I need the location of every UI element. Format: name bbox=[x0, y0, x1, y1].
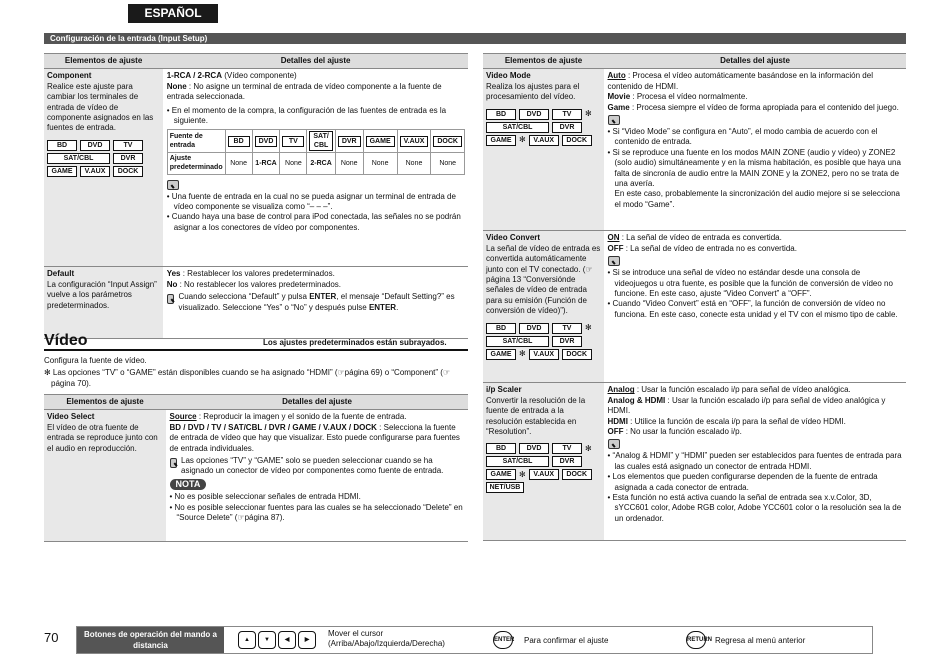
component-name: Component bbox=[47, 71, 92, 81]
nota-badge: NOTA bbox=[170, 479, 207, 491]
cursor-keys-icon: ▲ ▼ ◀ ▶ bbox=[238, 631, 316, 649]
footer-enter-text: Para confirmar el ajuste bbox=[524, 636, 609, 645]
component-default-table: Fuente de entrada BD DVD TV SAT/ CBL DVR GAME V.AUX DOCK Ajuste predeterminado None 1-RCA None 2-RCA None None None None bbox=[167, 129, 465, 174]
video-mode-desc: Realiza los ajustes para el procesamiento del vídeo. bbox=[486, 81, 580, 102]
page-number: 70 bbox=[44, 630, 59, 645]
note-pen-icon bbox=[167, 180, 179, 190]
enter-button-icon: ENTER bbox=[493, 631, 513, 649]
video-mode-buttons: BD DVD TV ✻ SAT/CBL DVR GAME ✻ V.AUX DOCK bbox=[486, 109, 601, 146]
ip-scaler-buttons: BD DVD TV ✻ SAT/CBL DVR GAME ✻ V.AUX DOCK NET/USB bbox=[486, 443, 601, 493]
footer-move-text: Mover el cursor (Arriba/Abajo/Izquierda/Derecha) bbox=[328, 629, 445, 649]
note-pen-icon bbox=[608, 256, 620, 266]
video-convert-name: Video Convert bbox=[486, 233, 541, 243]
video-mode-name: Video Mode bbox=[486, 71, 531, 81]
footer-remote-label: Botones de operación del mando a distancia bbox=[77, 627, 224, 653]
input-setup-table: Elementos de ajuste Detalles del ajuste Component Realice este ajuste para cambiar los terminales de entrada de vídeo de componente asignados en las fuentes de entrada. BD DVD TV SAT/CBL DVR GAME V.AUX DOCK 1-RCA / 2-RCA (Vídeo componente) None : No asigne un terminal de entrada de vídeo componente a la fuente de entrada seleccionada. • En el momento de la compra, la configuración de las fuentes de entrada es la siguiente. Fuente de entrada BD DVD TV SAT/ CBL DVR GAME V.AUX DOCK Ajuste predeterminado None 1-RCA None 2-RCA None None None None • Una fuente de entrada en la cual no se pueda asignar un terminal de entrada de vídeo componente se visualiza como “– – –”. • Cuando haya una base de control para iPod conectada, las señales no se podrán asignar a los conectores de vídeo por componentes. Default La configuración “Input Assign” vuelve a los parámetros predeterminados. Yes : Restablecer los valores predeterminados. No : No restablecer los valores predeterminados. Cuando selecciona “Default” y pulsa ENTER, el mensaje “Default Setting?” es visualizado. Seleccione “Yes” o “No” y después pulse ENTER. bbox=[44, 53, 468, 339]
video-heading: Vídeo bbox=[44, 332, 88, 349]
footer-return-text: Regresa al menú anterior bbox=[715, 636, 806, 645]
section-title-bar: Configuración de la entrada (Input Setup) bbox=[44, 33, 906, 44]
note-pen-icon bbox=[608, 115, 620, 125]
video-select-table: Elementos de ajuste Detalles del ajuste Video Select El vídeo de otra fuente de entrada se reproduce junto con el audio en reproducción. Source : Reproducir la imagen y el sonido de la fuente de entrada. BD / DVD / TV / SAT/CBL / DVR / GAME / V.AUX / DOCK : Selecciona la fuente de entrada de vídeo que hay que visualizar. Esto puede configurarse para fuentes de entrada individuales. Las opciones “TV” y “GAME” solo se pueden seleccionar cuando se ha asignado un conector de vídeo por componentes como fuente de entrada. NOTA • No es posible seleccionar señales de entrada HDMI. • No es posible seleccionar fuentes para las cuales se ha seleccionado “Delete” en “Source Delete” (☞página 87). bbox=[44, 394, 468, 542]
ip-scaler-desc: Convertir la resolución de la fuente de entrada a la resolución establecida en “Resolution”. bbox=[486, 395, 586, 436]
video-rule bbox=[44, 349, 468, 351]
note-pen-icon bbox=[170, 458, 178, 468]
col-header-elements: Elementos de ajuste bbox=[44, 54, 163, 69]
video-convert-desc: La señal de vídeo de entrada es convertida automáticamente junto con el TV conectado. (☞página 13 “Conversiónde señales de vídeo de entrada para su emisión (Función de conversión de vídeo)”). bbox=[486, 243, 601, 316]
video-convert-buttons: BD DVD TV ✻ SAT/CBL DVR GAME ✻ V.AUX DOCK bbox=[486, 323, 601, 360]
component-desc: Realice este ajuste para cambiar los terminales de entrada de vídeo de componente asignados en las fuentes de entrada. bbox=[47, 81, 154, 133]
note-pen-icon bbox=[608, 439, 620, 449]
note-pen-icon bbox=[167, 294, 175, 304]
video-select-desc: El vídeo de otra fuente de entrada se reproduce junto con el audio en reproducción. bbox=[47, 422, 158, 453]
col-header-details: Detalles del ajuste bbox=[163, 54, 468, 69]
ip-scaler-name: i/p Scaler bbox=[486, 385, 522, 395]
default-name: Default bbox=[47, 269, 75, 279]
video-intro: Configura la fuente de vídeo. ✻ Las opciones “TV” o “GAME” están disponibles cuando se ha asignado “HDMI” (☞página 69) o “Component” (☞página 70). bbox=[44, 356, 451, 388]
return-button-icon: RETURN bbox=[686, 631, 706, 649]
language-tab: ESPAÑOL bbox=[128, 4, 218, 23]
video-select-name: Video Select bbox=[47, 412, 95, 422]
video-defaults-note: Los ajustes predeterminados están subrayados. bbox=[263, 338, 447, 347]
default-desc: La configuración “Input Assign” vuelve a los parámetros predeterminados. bbox=[47, 279, 157, 310]
component-buttons: BD DVD TV SAT/CBL DVR GAME V.AUX DOCK bbox=[47, 140, 160, 177]
video-settings-table: Elementos de ajuste Detalles del ajuste Video Mode Realiza los ajustes para el procesamiento del vídeo. BD DVD TV ✻ SAT/CBL DVR GAME ✻ V.AUX DOCK Auto : Procesa el vídeo automáticamente basándose en la información del contenido de HDMI. Movie : Procesa el vídeo normalmente. Game : Procesa siempre el vídeo de forma apropiada para el contenido del juego. • Si “Video Mode” se configura en “Auto”, el modo cambia de acuerdo con el contenido de entrada. • Si se reproduce una fuente en los modos MAIN ZONE (audio y vídeo) y ZONE2 (solo audio) simultáneamente y en la misma habitación, es posible que haya una falta de sincronía de audio entre la MAIN ZONE y la ZONE2, pero no se trata de una avería. En este caso, probablemente la sincronización del audio mejore si se selecciona el modo “Game”. Video Convert La señal de vídeo de entrada es convertida automáticamente junto con el TV conectado. (☞página 13 “Conversiónde señales de vídeo de entrada para su emisión (Función de conversión de vídeo)”). BD DVD TV ✻ SAT/CBL DVR GAME ✻ V.AUX DOCK ON : La señal de vídeo de entrada es convertida. OFF : La señal de vídeo de entrada no es convertida. • Si se introduce una señal de vídeo no estándar desde una consola de videojuegos u otra fuente, es posible que la función de conversión de vídeo no funcione. En este caso, ajuste “Video Convert” a “OFF”. • Cuando “Video Convert” está en “OFF”, la función de conversión de vídeo no funciona. En este caso, conecte esta unidad y el TV con el mismo tipo de cable. i/p Scaler Convertir la resolución de la fuente de entrada a la resolución establecida en “Resolution”. BD DVD TV ✻ SAT/CBL DVR GAME ✻ V.AUX DOCK NET/USB Analog : Usar la función escalado i/p para señal de vídeo analógica. Analog & HDMI : Usar la función escalado i/p para señal de vídeo analógica y HDMI. HDMI : Utilice la función de escala i/p para la señal de vídeo HDMI. OFF : No usar la función escalado i/p. • “Analog & HDMI” y “HDMI” pueden ser establecidos para fuentes de entrada para las cuales está asignado un conector de entrada HDMI. • Los elementos que pueden configurarse dependen de la fuente de entrada asignada a cada conector de entrada. • Esta función no está activa cuando la señal de entrada sea x.v.Color, 3D, sYCC601 color, Adobe RGB color, Adobe YCC601 color o la resolución sea la de un ordenador. bbox=[483, 53, 906, 541]
